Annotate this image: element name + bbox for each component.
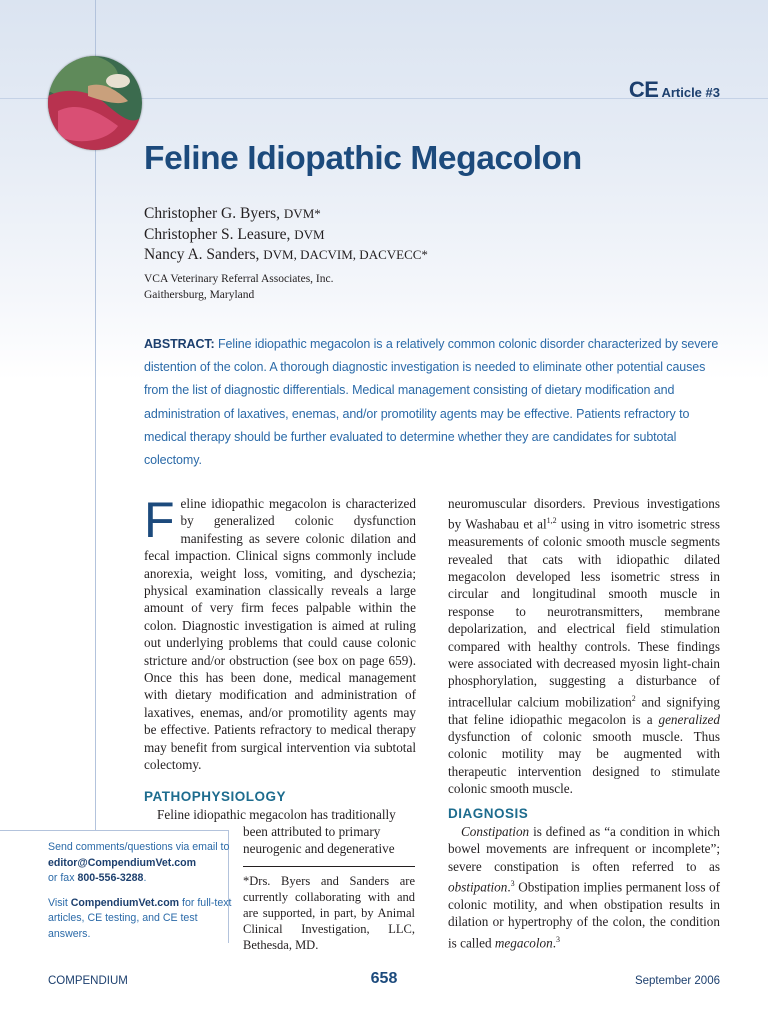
ce-label: CE <box>628 77 659 102</box>
abstract <box>144 333 724 472</box>
author: Christopher G. Byers, DVM* <box>144 205 321 222</box>
page-number: 658 <box>370 970 398 987</box>
author: Christopher S. Leasure, DVM <box>144 225 325 243</box>
editor-email-link[interactable]: editor@CompendiumVet.com <box>48 856 197 869</box>
ce-article-label <box>629 77 720 103</box>
abstract-text: Feline idiopathic megacolon is a relatively common colonic disorder characterized by severe distention of the colon. A thorough diagnostic investigation is needed to eliminate other potential causes from the list of diagnostic differentials. Medical management consisting of dietary modification and administration of laxatives, enemas, and/or promotility agents may be effective. Patients refractory to medical therapy should be further evaluated to determine whether they are candidates for subtotal colectomy. <box>144 337 719 468</box>
left-column <box>144 492 416 774</box>
diagnosis-heading: DIAGNOSIS <box>448 806 529 821</box>
sidebar-top-rule <box>0 830 228 831</box>
abstract-label: ABSTRACT: <box>144 337 215 351</box>
author: Nancy A. Sanders, DVM, DACVIM, DACVECC* <box>144 246 428 263</box>
footer-date: September 2006 <box>634 975 720 987</box>
author-list <box>144 204 428 266</box>
drop-cap: F <box>144 492 175 548</box>
article-number: Article #3 <box>661 85 720 100</box>
right-column: neuromuscular disorders. Previous investigations by Washabau et al$^{1,2}$ using in vitro isometric stress measurements of colonic smooth muscle segments revealed that cats with idiopathic dilated megacolon developed less isometric stress in circular and longitudinal smooth muscle in response to neurotransmitters, membrane depolarization, and electrical field stimulation compared with healthy controls. These findings were associated with decreased myosin light-chain phosphorylation, suggesting a disturbance of intracellular calcium mobilization$^2$ and signifying that feline idiopathic megacolon is a generalized dysfunction of colonic smooth muscle. Thus colonic motility may be augmented with therapeutic intervention designed to stimulate colonic smooth muscle. <box>448 496 720 797</box>
diagnosis-text: Constipation is defined as “a condition in which bowel movements are infrequent or incomplete”; severe constipation is often referred to as obstipation.$^3$ Obstipation implies permanent loss of colonic motility, and when obstipation results in dilation or hypertrophy of the colon, the condition is called megacolon.$^3$ <box>448 824 720 951</box>
pathophysiology-text-cont: been attributed to primary neurogenic and degenerative <box>243 824 395 857</box>
fax-number: 800-556-3288 <box>77 872 144 884</box>
footer-journal: COMPENDIUM <box>48 975 128 987</box>
footnote-rule <box>243 866 415 867</box>
contact-sidebar: Send comments/questions via email to editor@CompendiumVet.com or fax 800-556-3288. Visit CompendiumVet.com for full-text articles, CE testing, and CE test answers. <box>48 841 232 940</box>
surgery-photo <box>48 56 142 150</box>
article-title: Feline Idiopathic Megacolon <box>144 140 582 177</box>
pathophysiology-heading: PATHOPHYSIOLOGY <box>144 789 287 804</box>
pathophysiology-text: Feline idiopathic megacolon has traditionally <box>157 807 396 822</box>
affiliation: VCA Veterinary Referral Associates, Inc. Gaithersburg, Maryland <box>144 273 334 301</box>
site-link[interactable]: CompendiumVet.com <box>70 896 180 909</box>
intro-paragraph: eline idiopathic megacolon is characterized by generalized colonic dysfunction manifesting as severe colonic dilation and fecal impaction. Clinical signs commonly include anorexia, weight loss, vomiting, and dyschezia; physical examination classically reveals a large amount of very firm feces palpable within the colon. Diagnostic investigation is aimed at ruling out underlying problems that could cause colonic stricture and/or obstruction (see box on page 659). Once this has been done, medical management with dietary modification and administration of laxatives, enemas, and/or promotility agents may be effective. Patients refractory to medical therapy may benefit from surgical intervention via subtotal colectomy. <box>144 496 416 773</box>
footnote: *Drs. Byers and Sanders are currently collaborating with and are supported, in part, by Animal Clinical Investigation, LLC, Bethesda, MD. <box>243 874 415 952</box>
